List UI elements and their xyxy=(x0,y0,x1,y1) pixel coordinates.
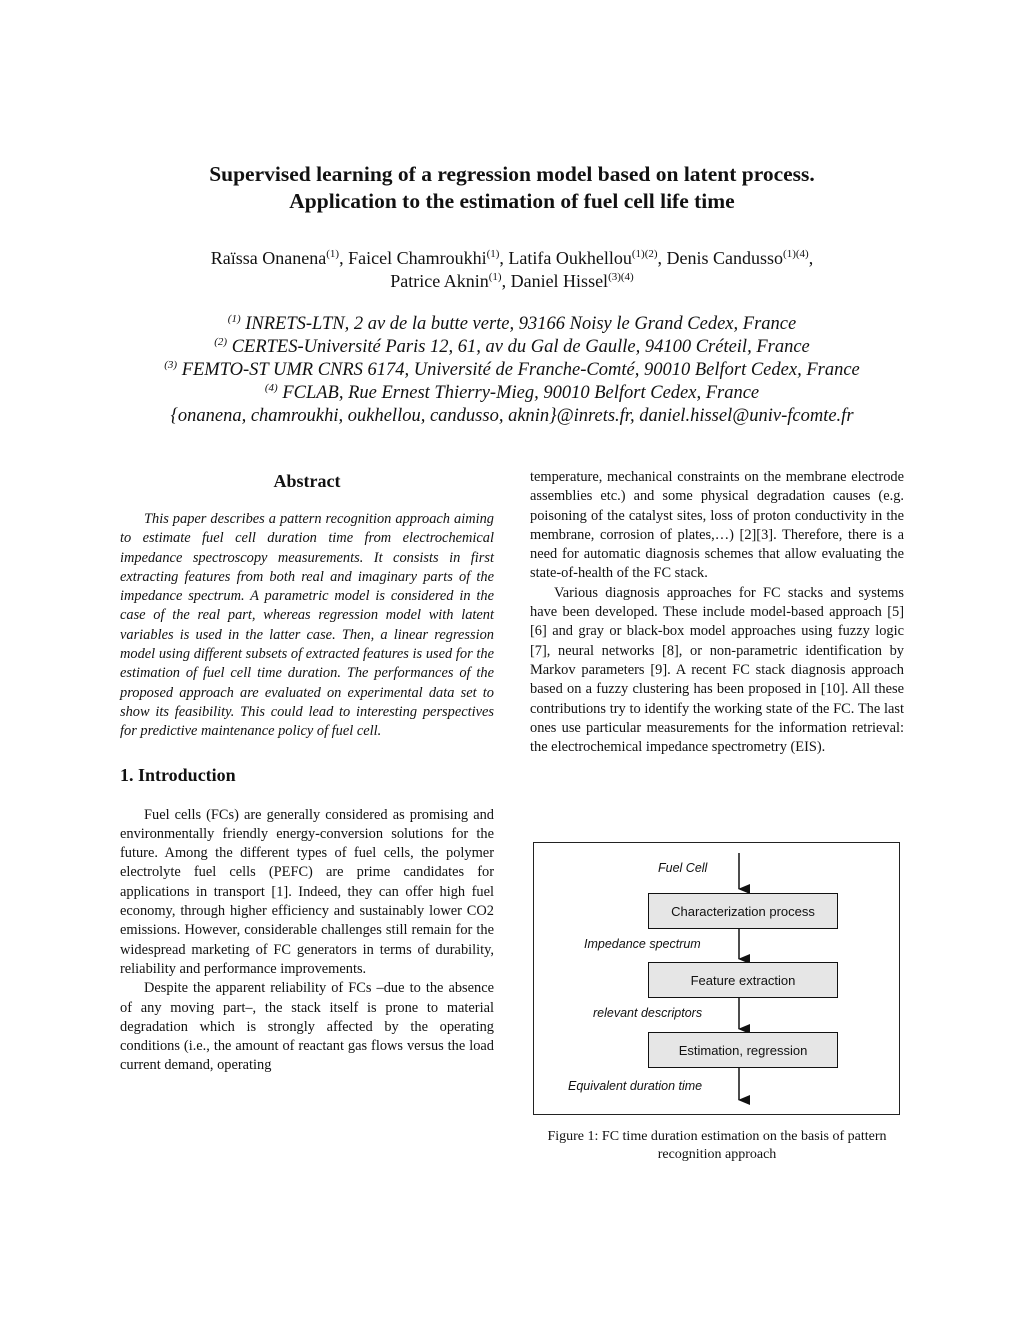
affiliation-line: $^{(1)}$ INRETS-LTN, 2 av de la butte verte, 93166 Noisy le Grand Cedex, France xyxy=(227,313,797,334)
figure-1-caption: Figure 1: FC time duration estimation on the basis of pattern recognition approach xyxy=(547,1129,887,1162)
intro-paragraph-3: Various diagnosis approaches for FC stacks and systems have been developed. These include model-based approach [5][6] and gray or black-box model approaches using fuzzy logic [7], neural networks [8], or non-parametric identification by Markov parameters [9]. A recent FC stack diagnosis approach based on a fuzzy clustering has been proposed in [10]. All these contributions try to identify the working state of the FC. The last ones use particular measurements for the information retrieval: the electrochemical impedance spectrometry (EIS). xyxy=(530,584,904,756)
author-affil-sup: (1) xyxy=(326,248,340,260)
author-emails: {onanena, chamroukhi, oukhellou, candusso, aknin}@inrets.fr, daniel.hissel@univ-fcomte.fr xyxy=(170,406,854,426)
author-list xyxy=(0,247,1024,293)
affiliation-line: $^{(2)}$ CERTES-Université Paris 12, 61, av du Gal de Gaulle, 94100 Créteil, France xyxy=(214,336,810,357)
affiliation-line: $^{(4)}$ FCLAB, Rue Ernest Thierry-Mieg, 90010 Belfort Cedex, France xyxy=(264,382,760,403)
author-name: Raïssa Onanena xyxy=(210,248,327,268)
title-line-1: Supervised learning of a regression model based on latent process. xyxy=(209,162,815,186)
author-name: Daniel Hissel xyxy=(510,271,609,291)
abstract-text: This paper describes a pattern recognition approach aiming to estimate fuel cell duration time from electrochemical impedance spectroscopy measurements. It consists in first extracting features from both real and imaginary parts of the impedance spectrum. A parametric model is considered in the case of the real part, whereas regression model with latent variables is used in the latter case. Then, a linear regression model using different subsets of extracted features is used for the estimation of fuel cell time duration. The performances of the proposed approach are evaluated on experimental data set to show its feasibility. This could lead to interesting perspectives for predictive maintenance policy of fuel cell. xyxy=(120,511,494,740)
label-fuel-cell: Fuel Cell xyxy=(658,861,708,875)
abstract-heading: Abstract xyxy=(273,471,341,491)
step-characterization-process: Characterization process xyxy=(648,893,838,929)
author-affil-sup: (1) xyxy=(488,271,502,283)
label-relevant-descriptors: relevant descriptors xyxy=(593,1006,703,1020)
label-impedance-spectrum: Impedance spectrum xyxy=(584,937,701,951)
title-line-2: Application to the estimation of fuel cell life time xyxy=(289,189,735,213)
paper-title xyxy=(0,161,1024,215)
author-affil-sup: (3)(4) xyxy=(608,271,634,283)
author-name: Faicel Chamroukhi xyxy=(348,248,487,268)
intro-paragraph-1: Fuel cells (FCs) are generally considered as promising and environmentally friendly energy-conversion solutions for the future. Among the different types of fuel cells, the polymer electrolyte fuel cells (PEFC) are prime candidates for applications in transport [1]. Indeed, they can offer high fuel economy, through higher efficiency and sustainably lower CO2 emissions. However, considerable challenges still remain for the widespread marketing of FC generators in terms of durability, reliability and performance improvements. xyxy=(120,806,494,977)
author-name: Patrice Aknin xyxy=(390,271,489,291)
right-column xyxy=(530,468,904,757)
author-line-2: Patrice Aknin$^{(1)}$, Daniel Hissel$^{(3)(4)}$ xyxy=(390,271,634,291)
affiliation-line: $^{(3)}$ FEMTO-ST UMR CNRS 6174, Université de Franche-Comté, 90010 Belfort Cedex, France xyxy=(164,359,860,380)
author-name: Latifa Oukhellou xyxy=(508,248,632,268)
author-name: Denis Candusso xyxy=(666,248,784,268)
step-estimation-regression: Estimation, regression xyxy=(648,1032,838,1068)
author-affil-sup: (1) xyxy=(486,248,500,260)
intro-paragraph-2-continued: temperature, mechanical constraints on the membrane electrode assemblies etc.) and some physical degradation causes (e.g. poisoning of the catalyst sites, loss of proton conductivity in the membrane, corrosion of plates,…) [2][3]. Therefore, there is a need for automatic diagnosis schemes that allow evaluating the state-of-health of the FC stack. xyxy=(530,469,904,582)
intro-paragraph-2: Despite the apparent reliability of FCs –due to the absence of any moving part–, the stack itself is prone to material degradation which is strongly affected by the operating conditions (i.e., the amount of reactant gas flows versus the load current demand, operating xyxy=(120,980,494,1074)
affiliations xyxy=(0,313,1024,428)
figure-1-diagram xyxy=(533,842,900,1115)
label-equivalent-duration-time: Equivalent duration time xyxy=(568,1079,703,1093)
left-column xyxy=(120,470,494,1076)
author-affil-sup: (1)(2) xyxy=(631,248,658,260)
author-line-1: Raïssa Onanena$^{(1)}$, Faicel Chamroukhi$^{(1)}$, Latifa Oukhellou$^{(1)(2)}$, Denis Candusso$^{(1)(4)}$, xyxy=(210,248,814,268)
step-feature-extraction: Feature extraction xyxy=(648,962,838,998)
author-affil-sup: (1)(4) xyxy=(783,248,809,260)
introduction-heading: 1. Introduction xyxy=(120,764,236,785)
